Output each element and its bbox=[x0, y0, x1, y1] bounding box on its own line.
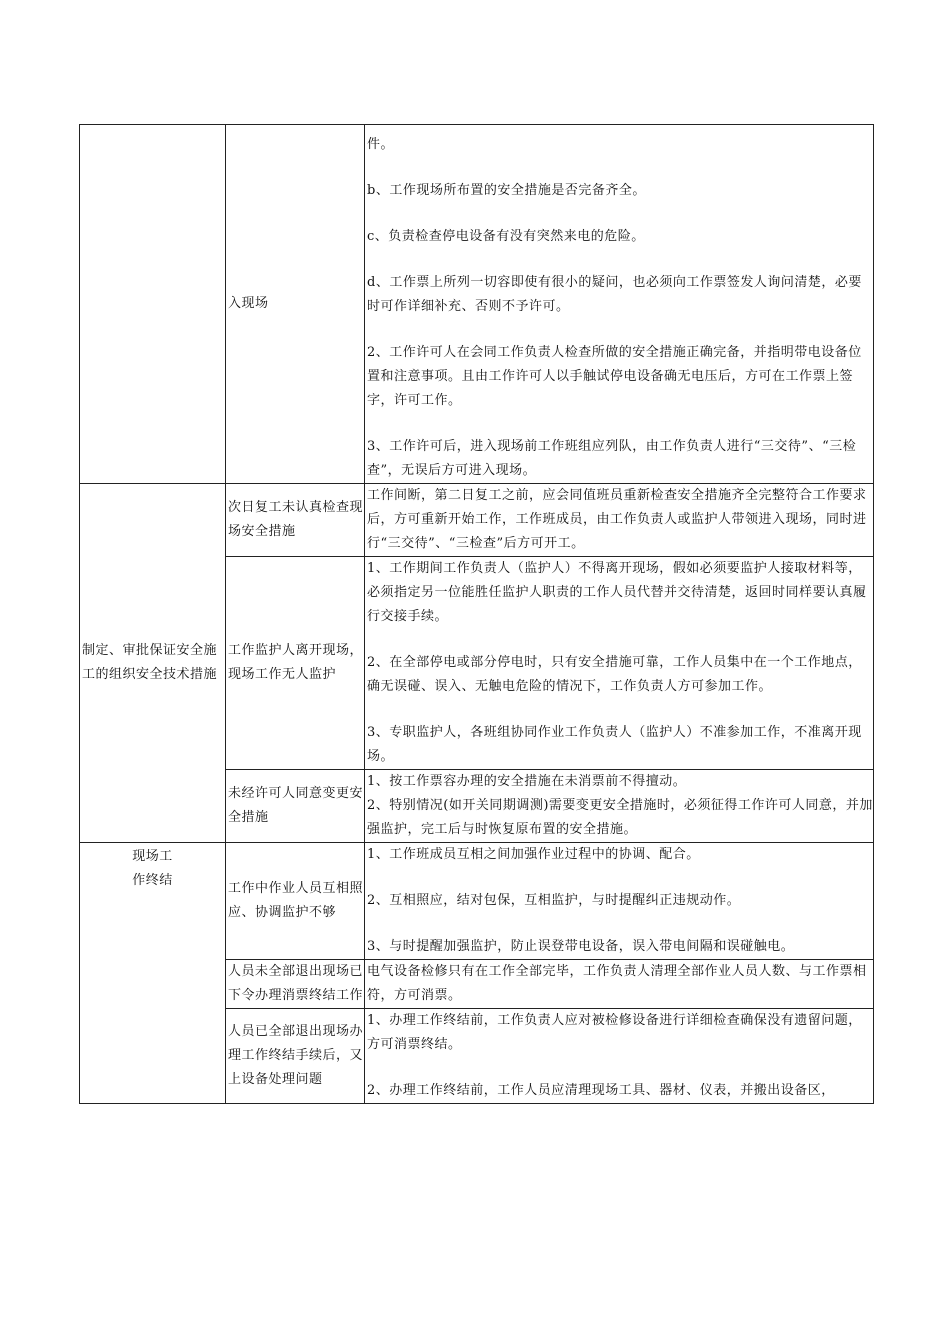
measure-cell bbox=[365, 125, 874, 484]
measure-cell bbox=[365, 557, 874, 770]
measure-paragraph: 1、按工作票容办理的安全措施在未消票前不得擅动。 bbox=[367, 774, 687, 789]
safety-measures-table bbox=[79, 124, 874, 1104]
measure-paragraph: 3、专职监护人，各班组协同作业工作负责人（监护人）不准参加工作，不准离开现场。 bbox=[367, 725, 862, 764]
risk-item-cell: 工作监护人离开现场，现场工作无人监护 bbox=[226, 557, 365, 770]
measure-paragraph: 2、工作许可人在会同工作负责人检查所做的安全措施正确完备，并指明带电设备位置和注意事项。且由工作许可人以手触试停电设备确无电压后，方可在工作票上签字，许可工作。 bbox=[367, 345, 862, 408]
section-title-cell: 现场工作终结 bbox=[80, 843, 226, 1104]
table-row bbox=[80, 843, 874, 960]
table-row bbox=[80, 484, 874, 557]
measure-cell: 电气设备检修只有在工作全部完毕，工作负责人清理全部作业人员人数、与工作票相符，方可消票。 bbox=[365, 960, 874, 1009]
measure-paragraph: 3、工作许可后，进入现场前工作班组应列队，由工作负责人进行“三交待”、“三检查”，无误后方可进入现场。 bbox=[367, 439, 857, 478]
measure-paragraph: 2、在全部停电或部分停电时，只有安全措施可靠，工作人员集中在一个工作地点，确无误碰、误入、无触电危险的情况下，工作负责人方可参加工作。 bbox=[367, 655, 862, 694]
section-cell-empty bbox=[80, 125, 226, 484]
measure-paragraph: 1、工作班成员互相之间加强作业过程中的协调、配合。 bbox=[367, 847, 700, 862]
risk-item-cell: 次日复工未认真检查现场安全措施 bbox=[226, 484, 365, 557]
table-row bbox=[80, 125, 874, 484]
risk-item-cell: 入现场 bbox=[226, 125, 365, 484]
measure-paragraph: 1、办理工作终结前，工作负责人应对被检修设备进行详细检查确保没有遗留问题，方可消票终结。 bbox=[367, 1013, 862, 1052]
measure-cell bbox=[365, 1009, 874, 1104]
measure-paragraph: c、负责检查停电设备有没有突然来电的危险。 bbox=[367, 229, 645, 244]
risk-item-cell: 工作中作业人员互相照应、协调监护不够 bbox=[226, 843, 365, 960]
risk-item-cell: 未经许可人同意变更安全措施 bbox=[226, 770, 365, 843]
measure-paragraph: 2、特别情况(如开关同期调测)需要变更安全措施时，必须征得工作许可人同意，并加强监护，完工后与时恢复原布置的安全措施。 bbox=[367, 798, 873, 837]
measure-cell bbox=[365, 843, 874, 960]
risk-item-cell: 人员未全部退出现场已下令办理消票终结工作 bbox=[226, 960, 365, 1009]
measure-paragraph: b、工作现场所布置的安全措施是否完备齐全。 bbox=[367, 183, 646, 198]
measure-paragraph: 2、办理工作终结前，工作人员应清理现场工具、器材、仪表，并搬出设备区， bbox=[367, 1083, 835, 1098]
measure-cell bbox=[365, 770, 874, 843]
measure-paragraph: 1、工作期间工作负责人（监护人）不得离开现场，假如必须要监护人接取材料等，必须指定另一位能胜任监护人职责的工作人员代替并交待清楚，返回时同样要认真履行交接手续。 bbox=[367, 561, 867, 624]
section-title-cell: 制定、审批保证安全施工的组织安全技术措施 bbox=[80, 484, 226, 843]
measure-paragraph: 2、互相照应，结对包保，互相监护，与时提醒纠正违规动作。 bbox=[367, 893, 741, 908]
risk-item-cell: 人员已全部退出现场办理工作终结手续后，又上设备处理问题 bbox=[226, 1009, 365, 1104]
measure-paragraph: 件。 bbox=[367, 137, 395, 152]
measure-paragraph: d、工作票上所列一切容即使有很小的疑问，也必须向工作票签发人询问清楚，必要时可作详细补充、否则不予许可。 bbox=[367, 275, 862, 314]
measure-cell: 工作间断，第二日复工之前，应会同值班员重新检查安全措施齐全完整符合工作要求后，方可重新开始工作，工作班成员，由工作负责人或监护人带领进入现场，同时进行“三交待”、“三检查”后方可开工。 bbox=[365, 484, 874, 557]
measure-paragraph: 3、与时提醒加强监护，防止误登带电设备，误入带电间隔和误碰触电。 bbox=[367, 939, 795, 954]
